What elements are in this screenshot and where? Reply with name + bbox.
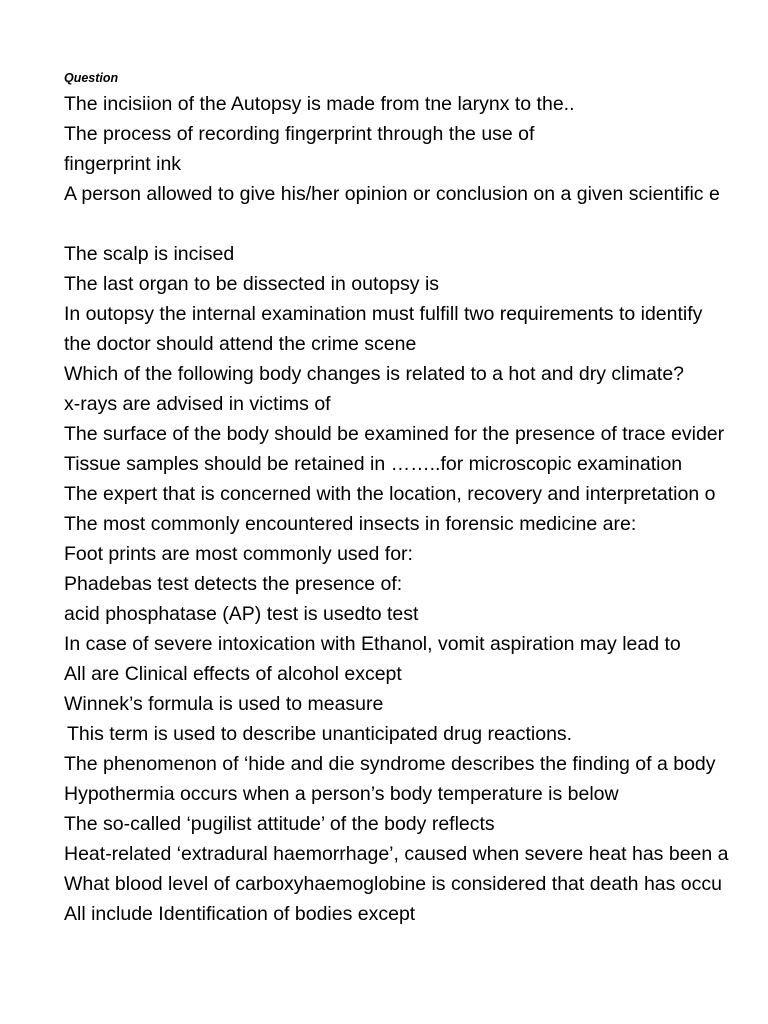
question-line: The scalp is incised bbox=[64, 243, 235, 265]
blank-line bbox=[64, 209, 768, 239]
question-line: Tissue samples should be retained in ……..for microscopic examination bbox=[64, 453, 683, 475]
question-line: The so-called ‘pugilist attitude’ of the body reflects bbox=[64, 813, 495, 835]
question-line: This term is used to describe unanticipated drug reactions. bbox=[67, 723, 573, 745]
question-line: Heat-related ‘extradural haemorrhage’, caused when severe heat has been a bbox=[64, 843, 729, 865]
question-line: Winnek’s formula is used to measure bbox=[64, 693, 384, 715]
question-line: the doctor should attend the crime scene bbox=[64, 333, 417, 355]
question-line: Hypothermia occurs when a person’s body temperature is below bbox=[64, 783, 619, 805]
question-line: The phenomenon of ‘hide and die syndrome describes the finding of a body bbox=[64, 753, 716, 775]
question-line: The surface of the body should be examined for the presence of trace evider bbox=[64, 423, 725, 445]
question-line: A person allowed to give his/her opinion or conclusion on a given scientific e bbox=[64, 183, 720, 205]
question-line: The process of recording fingerprint through the use of bbox=[64, 123, 535, 145]
question-line: The expert that is concerned with the location, recovery and interpretation o bbox=[64, 483, 716, 505]
question-line: What blood level of carboxyhaemoglobine is considered that death has occu bbox=[64, 873, 722, 895]
question-line: The last organ to be dissected in outopsy is bbox=[64, 273, 440, 295]
question-line: All are Clinical effects of alcohol except bbox=[64, 663, 402, 685]
question-line: Foot prints are most commonly used for: bbox=[64, 543, 413, 565]
question-line: In case of severe intoxication with Ethanol, vomit aspiration may lead to bbox=[64, 633, 681, 655]
question-line: In outopsy the internal examination must fulfill two requirements to identify bbox=[64, 303, 703, 325]
question-line: The incisiion of the Autopsy is made from tne larynx to the.. bbox=[64, 93, 575, 115]
question-line: acid phosphatase (AP) test is usedto test bbox=[64, 603, 419, 625]
question-line: The most commonly encountered insects in forensic medicine are: bbox=[64, 513, 637, 535]
question-line: x-rays are advised in victims of bbox=[64, 393, 331, 415]
question-line: Which of the following body changes is related to a hot and dry climate? bbox=[64, 363, 685, 385]
question-line: fingerprint ink bbox=[64, 153, 182, 175]
question-line: All include Identification of bodies except bbox=[64, 903, 416, 925]
question-list bbox=[64, 89, 768, 929]
question-line: Phadebas test detects the presence of: bbox=[64, 573, 403, 595]
column-header: Question bbox=[64, 71, 119, 85]
